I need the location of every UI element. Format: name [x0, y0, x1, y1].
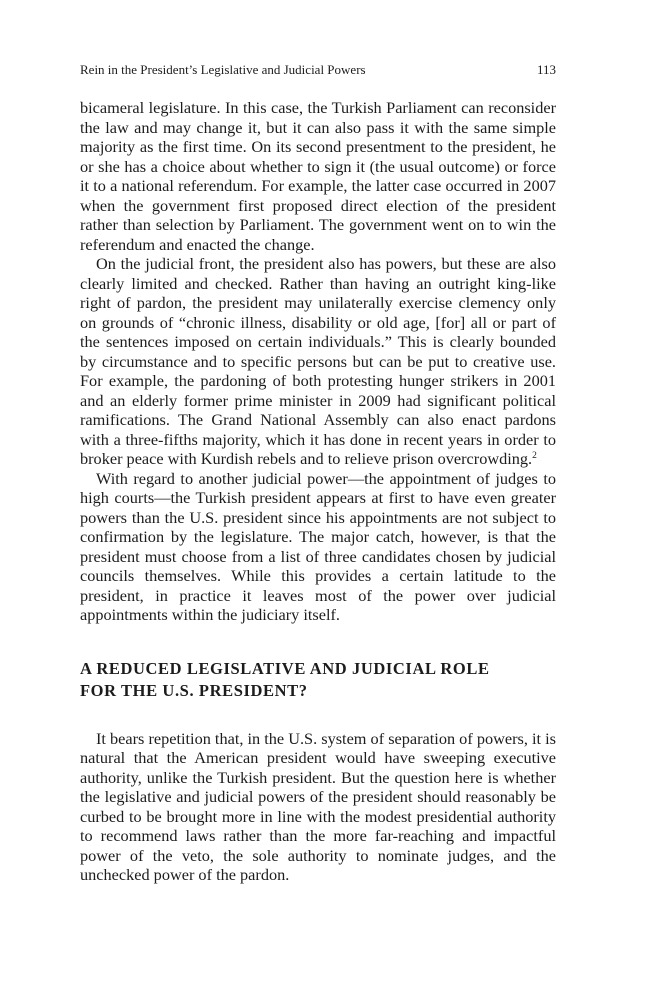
- section-heading-line-2: FOR THE U.S. PRESIDENT?: [80, 680, 308, 700]
- section-paragraph-text: It bears repetition that, in the U.S. system of separation of powers, it is natural that the American president would have sweeping executive authority, unlike the Turkish president. But the question here is whether the legislative and judicial powers of the president should reasonably be curbed to be brought more in line with the modest presidential authority to recommend laws rather than the more far-reaching and impactful power of the veto, the sole authority to nominate judges, and the unchecked power of the pardon.: [80, 728, 556, 884]
- running-title: Rein in the President’s Legislative and Judicial Powers: [80, 62, 366, 77]
- paragraph-1: [80, 98, 556, 254]
- footnote-marker[interactable]: 2: [532, 451, 537, 461]
- paragraph-3-text: With regard to another judicial power—the appointment of judges to high courts—the Turkish president appears at first to have even greater powers than the U.S. president since his appointments are not subject to confirmation by the legislature. The major catch, however, is that the president must choose from a list of three candidates chosen by judicial councils themselves. While this provides a certain latitude to the president, in practice it leaves most of the power over judicial appointments within the judiciary itself.: [80, 468, 556, 624]
- page-number: 113: [536, 62, 556, 77]
- section-heading: [80, 658, 556, 702]
- book-page: [80, 62, 556, 885]
- paragraph-1-text: bicameral legislature. In this case, the Turkish Parliament can reconsider the law and may change it, but it can also pass it with the same simple majority as the first time. On its second presentment to the president, he or she has a choice about whether to sign it (the usual outcome) or force it to a national referendum. For example, the latter case occurred in 2007 when the government first proposed direct election of the president rather than selection by Parliament. The government went on to win the referendum and enacted the change.: [80, 98, 556, 254]
- running-head: [80, 62, 556, 78]
- section-paragraph: [80, 729, 556, 885]
- paragraph-2: [80, 254, 556, 469]
- paragraph-2-text: On the judicial front, the president also has powers, but these are also clearly limited and checked. Rather than having an outright king-like right of pardon, the president may unilaterally exercise clemency only on grounds of “chronic illness, disability or old age, [for] all or part of the sentences imposed on certain individuals.” This is clearly bounded by circumstance and to specific persons but can be put to creative use. For example, the pardoning of both protesting hunger strikers in 2001 and an elderly former prime minister in 2009 had significant political ramifications. The Grand National Assembly can also enact pardons with a three-fifths majority, which it has done in recent years in order to broker peace with Kurdish rebels and to relieve prison overcrowding.: [80, 254, 556, 468]
- body-text: [80, 98, 556, 625]
- section-heading-line-1: A REDUCED LEGISLATIVE AND JUDICIAL ROLE: [80, 658, 490, 678]
- paragraph-3: [80, 469, 556, 625]
- section-body: [80, 729, 556, 885]
